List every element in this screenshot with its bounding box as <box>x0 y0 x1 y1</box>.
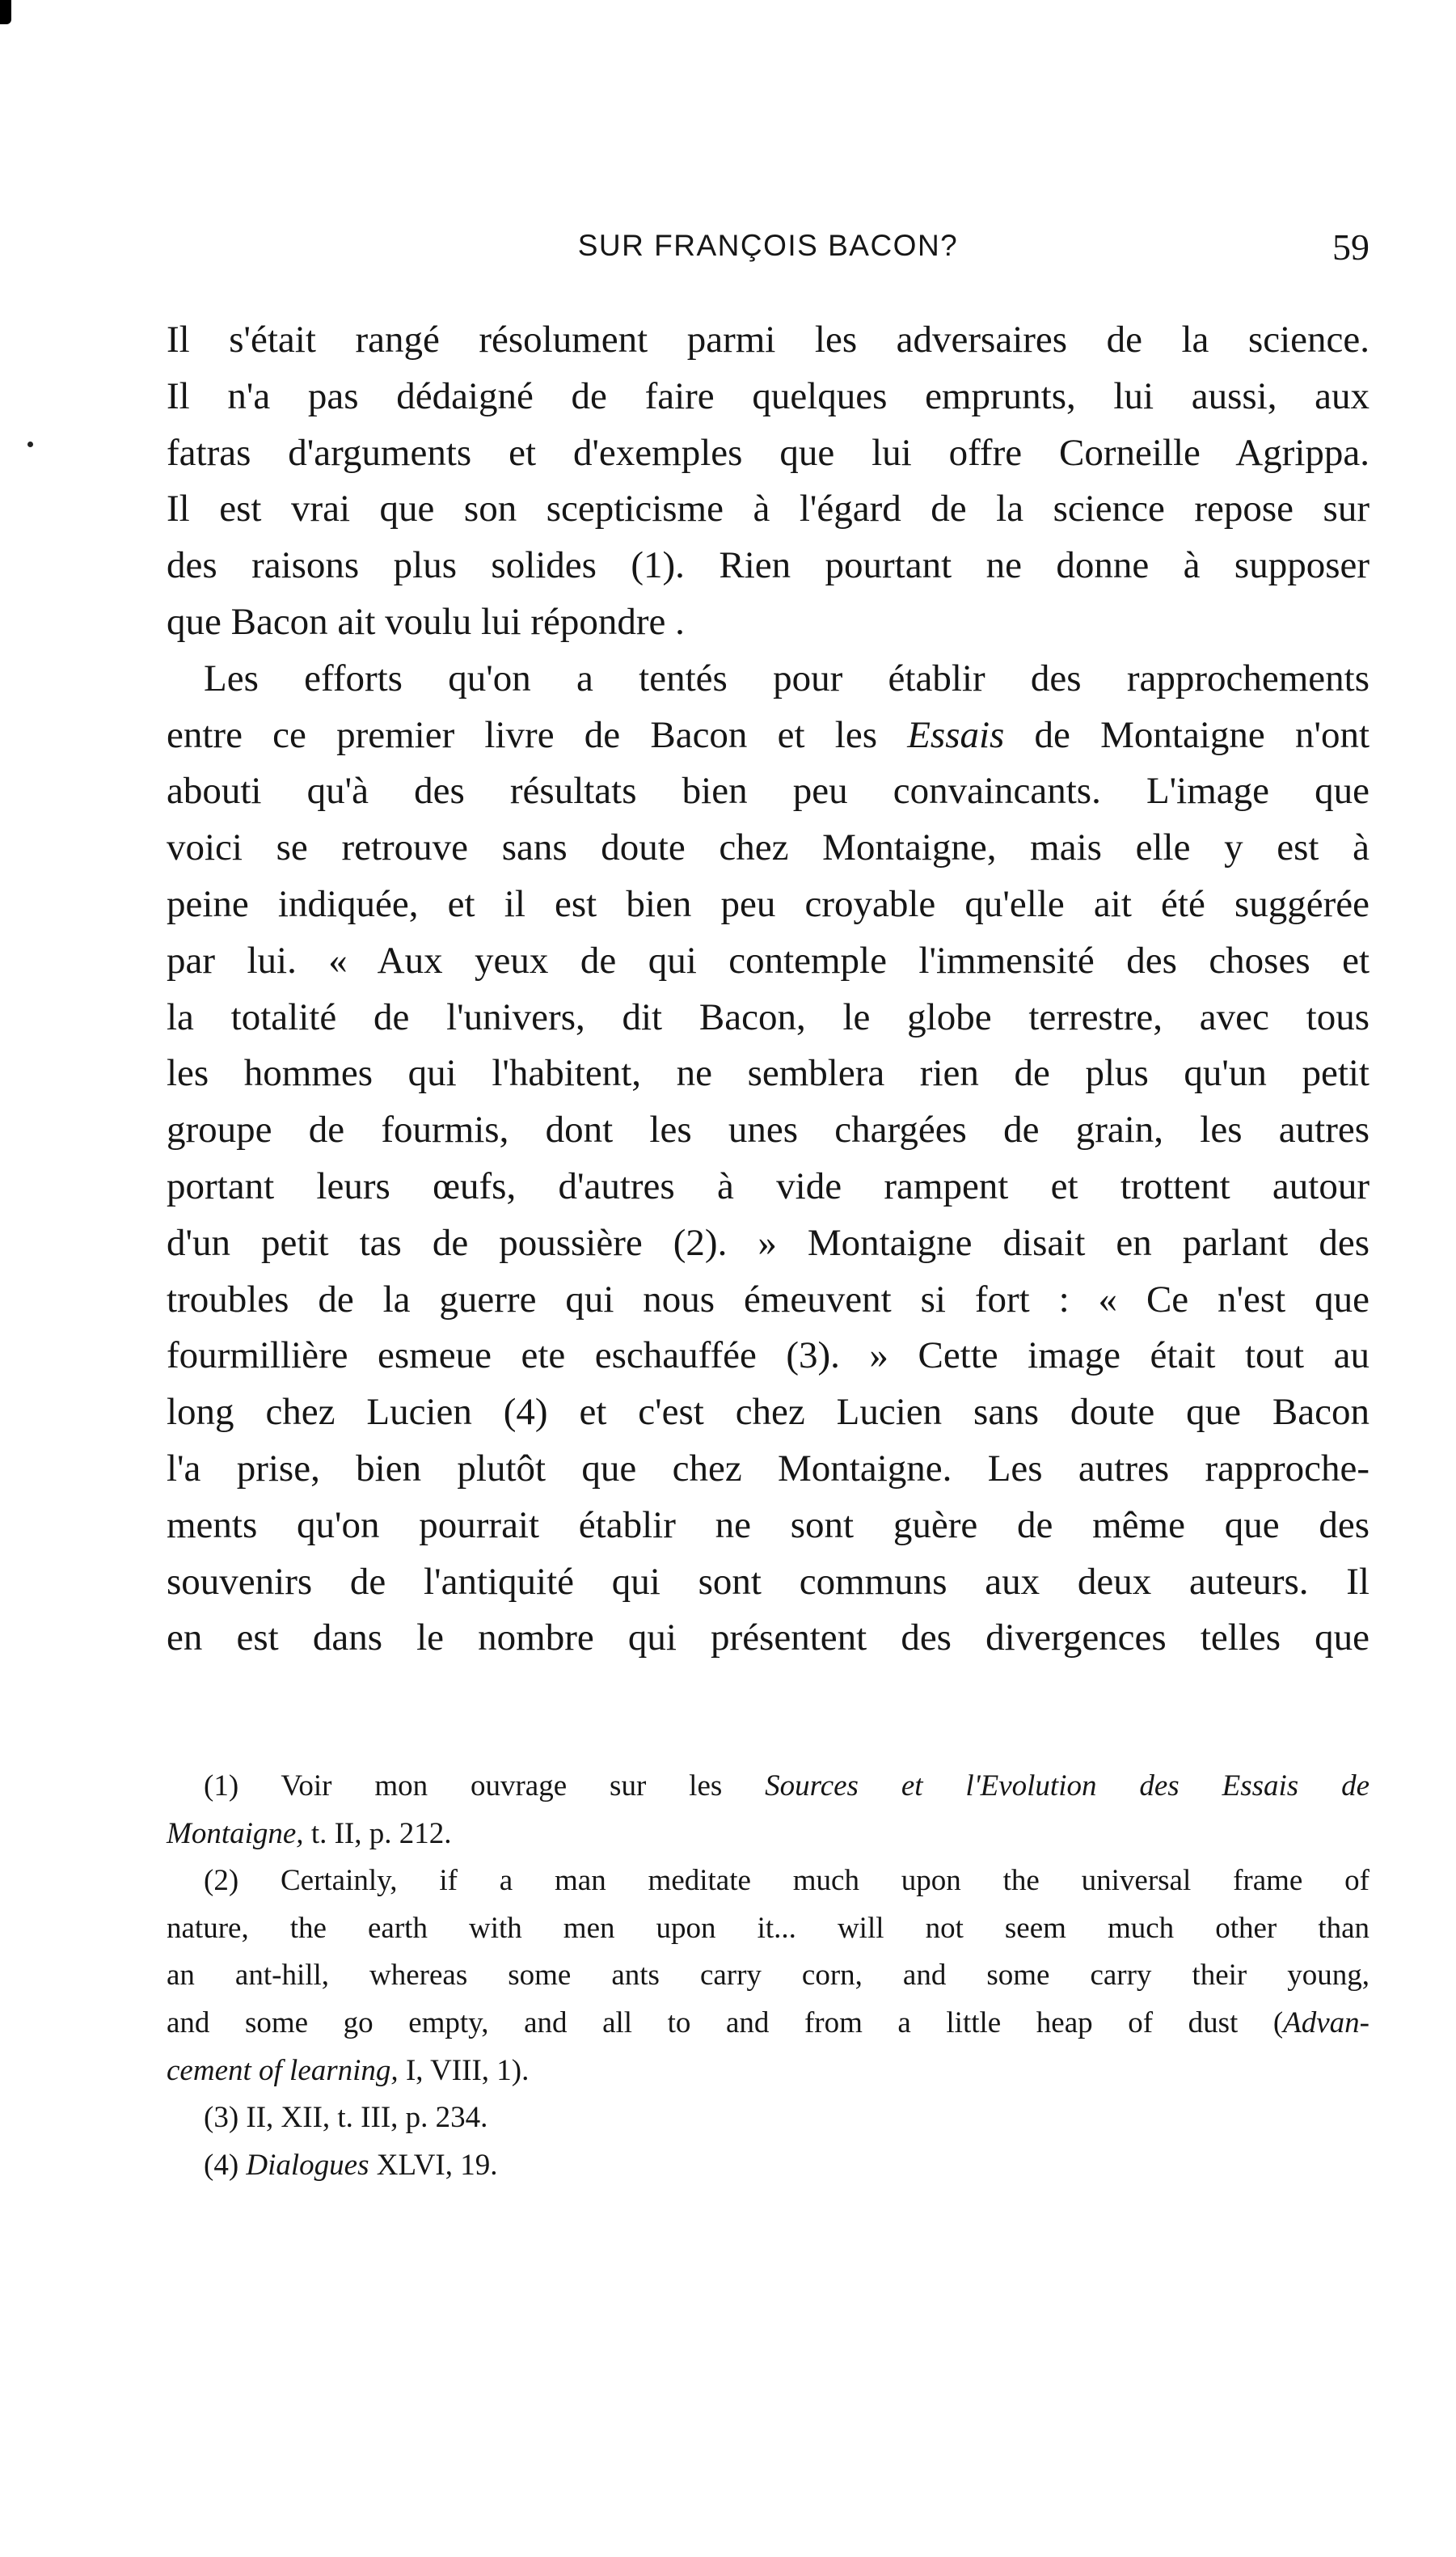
text-line: Il s'était rangé résolument parmi les adversaires de la science. <box>167 319 1369 361</box>
footnote-line: (3) II, XII, t. III, p. 234. <box>204 2101 488 2135</box>
running-title: SUR FRANÇOIS BACON? <box>577 229 959 262</box>
text-line: les hommes qui l'habitent, ne semblera rien de plus qu'un petit <box>167 1052 1369 1095</box>
footnote-line: nature, the earth with men upon it... will not seem much other than <box>167 1911 1369 1945</box>
running-head <box>167 226 1369 277</box>
text-line: abouti qu'à des résultats bien peu convaincants. L'image que <box>167 770 1369 813</box>
text-line: la totalité de l'univers, dit Bacon, le globe terrestre, avec tous <box>167 995 1369 1038</box>
text-line: d'un petit tas de poussière (2). » Montaigne disait en parlant des <box>167 1221 1369 1264</box>
text-line: portant leurs œufs, d'autres à vide rampent et trottent autour <box>167 1164 1369 1207</box>
text-line: en est dans le nombre qui présentent des divergences telles que <box>167 1617 1369 1659</box>
text-line: souvenirs de l'antiquité qui sont communs aux deux auteurs. Il <box>167 1560 1369 1603</box>
text-line: peine indiquée, et il est bien peu croyable qu'elle ait été suggérée <box>167 882 1369 925</box>
text-line: long chez Lucien (4) et c'est chez Lucien sans doute que Bacon <box>167 1391 1369 1434</box>
text-line: par lui. « Aux yeux de qui contemple l'immensité des choses et <box>167 939 1369 982</box>
body-text <box>167 312 1369 1667</box>
text-line: fourmillière esmeue ete eschauffée (3). » Cette image était tout au <box>167 1334 1369 1377</box>
text-line: des raisons plus solides (1). Rien pourtant ne donne à supposer <box>167 544 1369 587</box>
text-line: ments qu'on pourrait établir ne sont guère de même que des <box>167 1503 1369 1546</box>
scan-corner-mark <box>0 0 11 24</box>
footnote-line: Montaigne, t. II, p. 212. <box>167 1816 452 1850</box>
text-line: voici se retrouve sans doute chez Montaigne, mais elle y est à <box>167 826 1369 869</box>
text-line: entre ce premier livre de Bacon et les Essais de Montaigne n'ont <box>167 713 1370 756</box>
footnote-line: (2) Certainly, if a man meditate much upon the universal frame of <box>204 1864 1369 1898</box>
scan-speck <box>27 442 33 447</box>
page-number: 59 <box>1332 226 1369 268</box>
footnote-line: (1) Voir mon ouvrage sur les Sources et l'Evolution des Essais de <box>204 1769 1369 1803</box>
footnote-line: cement of learning, I, VIII, 1). <box>167 2053 530 2087</box>
text-line: troubles de la guerre qui nous émeuvent si fort : « Ce n'est que <box>167 1278 1369 1321</box>
text-line: Il n'a pas dédaigné de faire quelques emprunts, lui aussi, aux <box>167 374 1369 417</box>
text-line: fatras d'arguments et d'exemples que lui offre Corneille Agrippa. <box>167 431 1369 474</box>
text-line: que Bacon ait voulu lui répondre . <box>167 600 685 643</box>
footnote-line: an ant-hill, whereas some ants carry corn, and some carry their young, <box>167 1959 1369 1993</box>
footnote-line: (4) Dialogues XLVI, 19. <box>204 2148 498 2182</box>
footnote-line: and some go empty, and all to and from a little heap of dust (Advan- <box>167 2005 1369 2039</box>
text-line: l'a prise, bien plutôt que chez Montaigne. Les autres rapproche- <box>167 1447 1369 1490</box>
text-line: groupe de fourmis, dont les unes chargées de grain, les autres <box>167 1109 1369 1152</box>
text-line: Les efforts qu'on a tentés pour établir des rapprochements <box>204 657 1369 699</box>
footnotes <box>167 1763 1369 2189</box>
text-line: Il est vrai que son scepticisme à l'égard de la science repose sur <box>167 488 1369 530</box>
